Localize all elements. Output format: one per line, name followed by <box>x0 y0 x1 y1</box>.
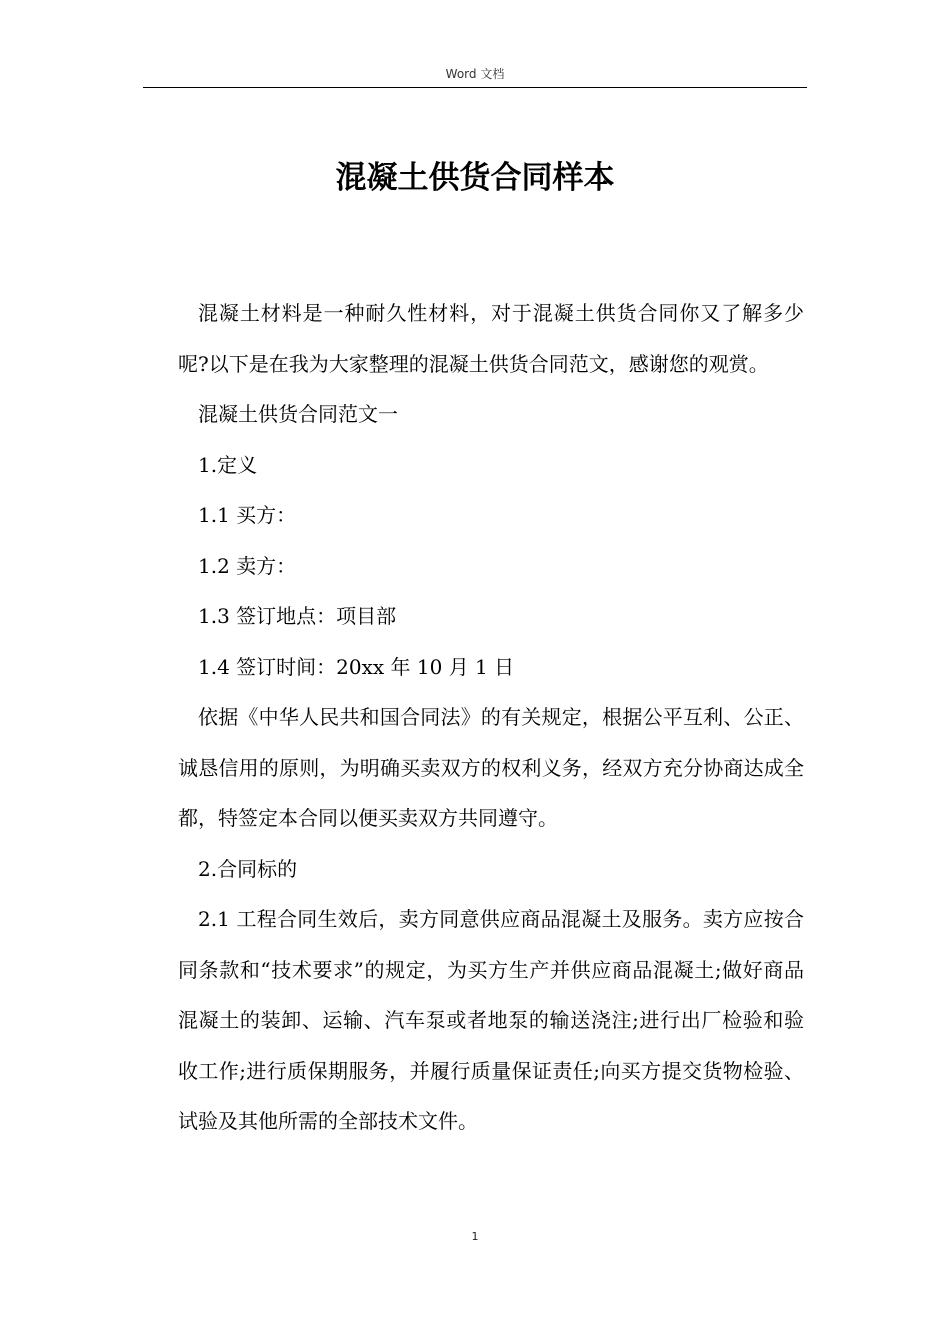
document-body <box>178 288 804 1147</box>
clause-seller: 1.2 卖方： <box>198 553 297 578</box>
document-title: 混凝土供货合同样本 <box>335 160 615 196</box>
header-divider <box>143 87 807 88</box>
clause-subject-detail: 2.1 工程合同生效后，卖方同意供应商品混凝土及服务。卖方应按合同条款和“技术要求”的规定，为买方生产并供应商品混凝土;做好商品混凝土的装卸、运输、汽车泵或者地泵的输送浇注;进行出厂检验和验收工作;进行质保期服务，并履行质量保证责任;向买方提交货物检验、试验及其他所需的全部技术文件。 <box>178 907 804 1133</box>
clause-heading-subject: 2.合同标的 <box>198 856 298 881</box>
header-label: Word 文档 <box>445 67 505 81</box>
intro-paragraph: 混凝土材料是一种耐久性材料，对于混凝土供货合同你又了解多少呢?以下是在我为大家整理的混凝土供货合同范文，感谢您的观赏。 <box>178 301 804 376</box>
clause-signing-place: 1.3 签订地点：项目部 <box>198 604 397 628</box>
section-heading-sample-one: 混凝土供货合同范文一 <box>198 402 398 426</box>
page-number: 1 <box>471 1230 479 1243</box>
legal-basis-paragraph: 依据《中华人民共和国合同法》的有关规定，根据公平互利、公正、诚恳信用的原则，为明确买卖双方的权利义务，经双方充分协商达成全都，特签定本合同以便买卖双方共同遵守。 <box>178 705 804 830</box>
clause-buyer: 1.1 买方： <box>198 503 297 527</box>
clause-signing-date: 1.4 签订时间：20xx 年 10 月 1 日 <box>198 654 515 679</box>
clause-heading-definitions: 1.定义 <box>198 452 258 477</box>
